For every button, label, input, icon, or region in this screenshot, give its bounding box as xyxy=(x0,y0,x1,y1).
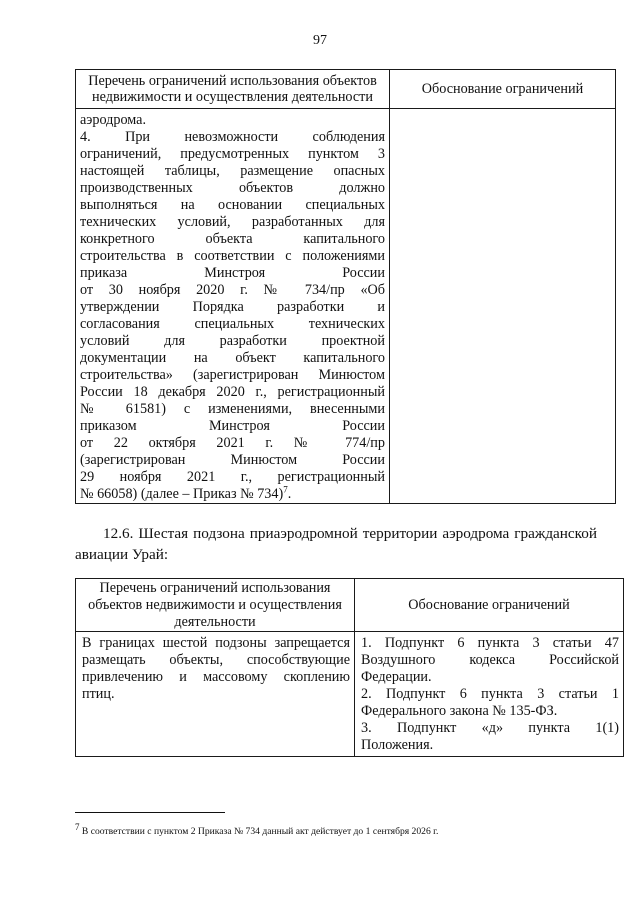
text-line: строительства в соответствии с положениями xyxy=(80,248,385,264)
header-line: Перечень ограничений использования объектов xyxy=(88,73,377,89)
text-line: согласования специальных технических xyxy=(80,316,385,332)
footnote-separator xyxy=(75,812,225,813)
footnote xyxy=(75,821,439,837)
justification-cell xyxy=(355,632,624,757)
text-line: документации на объект капитального xyxy=(80,350,385,366)
table-row xyxy=(76,632,624,757)
justification-item xyxy=(361,686,619,720)
text-line: конкретного объекта капитального xyxy=(80,231,385,247)
text-line: технических условий, разработанных для xyxy=(80,214,385,230)
text-line: птиц. xyxy=(82,686,115,702)
footnote-text: В соответствии с пунктом 2 Приказа № 734 данный акт действует до 1 сентября 2026 г. xyxy=(81,826,439,837)
text-line: настоящей таблицы, размещение опасных xyxy=(80,163,385,179)
text-line: 2. Подпункт 6 пункта 3 статьи 1 xyxy=(361,686,619,702)
section-heading-line: 12.6. Шестая подзона приаэродромной территории аэродрома гражданской xyxy=(103,525,597,542)
text-line: Федерации. xyxy=(361,669,432,685)
header-restrictions-list xyxy=(76,579,355,632)
justification-cell-empty xyxy=(390,109,616,504)
section-heading-line: авиации Урай: xyxy=(75,546,169,563)
section-heading xyxy=(75,523,597,565)
footnote-number: 7 xyxy=(75,821,80,832)
text-line: 1. Подпункт 6 пункта 3 статьи 47 xyxy=(361,635,619,651)
text-line: условий для разработки проектной xyxy=(80,333,385,349)
header-line: деятельности xyxy=(174,613,256,630)
text-line: 4. При невозможности соблюдения xyxy=(80,129,385,145)
text-line: утверждении Порядка разработки и xyxy=(80,299,385,315)
text-line: Воздушного кодекса Российской xyxy=(361,652,619,668)
text-line: ограничений, предусмотренных пунктом 3 xyxy=(80,146,385,162)
justification-item xyxy=(361,635,619,686)
text-line: России 18 декабря 2020 г., регистрационный xyxy=(80,384,385,400)
restrictions-table-continued xyxy=(75,69,616,504)
table-row xyxy=(76,109,616,504)
text-line: № 66058) (далее – Приказ № 734)$^7$. xyxy=(80,484,292,502)
text-line: В границах шестой подзоны запрещается xyxy=(82,635,350,651)
restriction-text-cell xyxy=(76,632,355,757)
header-justification: Обоснование ограничений xyxy=(390,70,616,109)
text-line: производственных объектов должно xyxy=(80,180,385,196)
header-justification: Обоснование ограничений xyxy=(355,579,624,632)
text-line: привлечению и массовому скоплению xyxy=(82,669,350,685)
text-line: выполняться на основании специальных xyxy=(80,197,385,213)
text-line: аэродрома. xyxy=(80,112,147,128)
text-line: 3. Подпункт «д» пункта 1(1) xyxy=(361,720,619,736)
justification-item xyxy=(361,720,619,754)
restriction-text-cell xyxy=(76,109,390,504)
text-line-content: № 66058) (далее – Приказ № 734) xyxy=(80,486,284,502)
text-line: от 30 ноября 2020 г. № 734/пр «Об xyxy=(80,282,385,298)
table-header-row xyxy=(76,579,624,632)
text-line: 29 ноября 2021 г., регистрационный xyxy=(80,469,385,485)
text-line: № 61581) с изменениями, внесенными xyxy=(80,401,385,417)
text-line: от 22 октября 2021 г. № 774/пр xyxy=(80,435,385,451)
text-line: приказа Минстроя России xyxy=(80,265,385,281)
table-header-row xyxy=(76,70,616,109)
text-line: приказом Минстроя России xyxy=(80,418,385,434)
text-line: (зарегистрирован Минюстом России xyxy=(80,452,385,468)
text-line: размещать объекты, способствующие xyxy=(82,652,350,668)
header-restrictions-list xyxy=(76,70,390,109)
header-line: недвижимости и осуществления деятельности xyxy=(92,89,373,105)
text-line: Положения. xyxy=(361,737,434,753)
page-number: 97 xyxy=(313,33,327,48)
text-line: Федерального закона № 135-ФЗ. xyxy=(361,703,558,719)
header-line: Перечень ограничений использования xyxy=(99,579,331,596)
text-line: строительства» (зарегистрирован Минюстом xyxy=(80,367,385,383)
footnote-ref: 7 xyxy=(283,484,288,495)
header-line: объектов недвижимости и осуществления xyxy=(88,596,342,613)
restrictions-table xyxy=(75,578,624,757)
